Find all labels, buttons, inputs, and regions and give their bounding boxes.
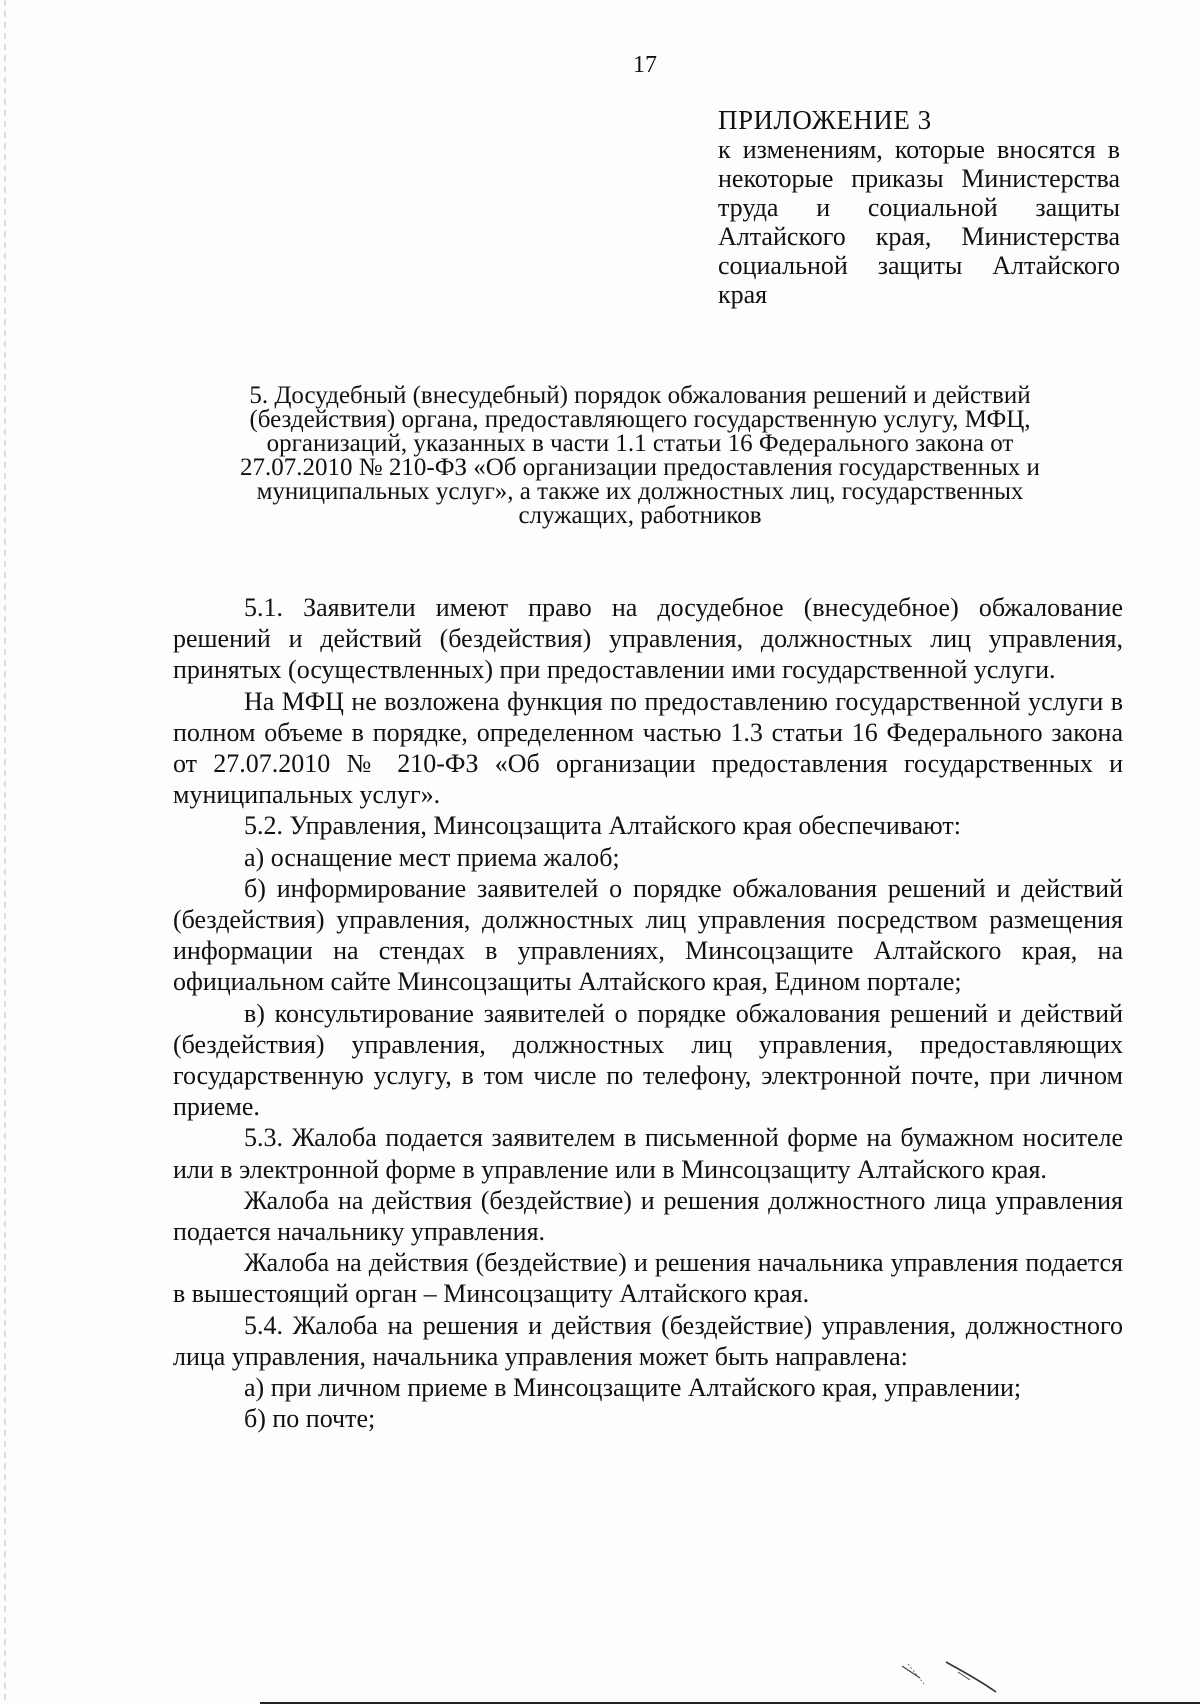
paragraph: 5.3. Жалоба подается заявителем в письменной форме на бумажном носителе или в электронной форме в управление или в Минсоцзащиту Алтайского края. <box>173 1123 1123 1184</box>
paragraph: Жалоба на действия (бездействие) и решения начальника управления подается в вышестоящий орган – Минсоцзащиту Алтайского края. <box>173 1248 1123 1309</box>
scan-edge-marks <box>4 0 6 1704</box>
paragraph: а) при личном приеме в Минсоцзащите Алтайского края, управлении; <box>244 1373 1022 1403</box>
paragraph: 5.2. Управления, Минсоцзащита Алтайского края обеспечивают: <box>244 811 961 841</box>
appendix-header <box>718 106 1120 309</box>
appendix-title: ПРИЛОЖЕНИЕ 3 <box>718 105 932 135</box>
paragraph: б) информирование заявителей о порядке обжалования решений и действий (бездействия) управления, должностных лиц управления посредством размещения информации на стендах в управлениях, Минсоцзащите Алтайского края, на официальном сайте Минсоцзащиты Алтайского края, Едином портале; <box>173 873 1123 997</box>
appendix-text: к изменениям, которые вносятся в некоторые приказы Министерства труда и социальной защиты Алтайского края, Министерства социальной защиты Алтайского края <box>718 135 1120 309</box>
scan-pen-mark <box>898 1660 1008 1700</box>
paragraph: а) оснащение мест приема жалоб; <box>244 842 620 872</box>
document-body <box>173 592 1123 1434</box>
paragraph: На МФЦ не возложена функция по предоставлению государственной услуги в полном объеме в порядке, определенном частью 1.3 статьи 16 Федерального закона от 27.07.2010 № 210-ФЗ «Об организации предоставления государственных и муниципальных услуг». <box>173 686 1123 810</box>
paragraph: б) по почте; <box>244 1404 376 1434</box>
section-heading: 5. Досудебный (внесудебный) порядок обжалования решений и действий (бездействия) органа, предоставляющего государственную услугу, МФЦ, организаций, указанных в части 1.1 статьи 16 Федерального закона от 27.07.2010 № 210-ФЗ «Об организации предоставления государственных и муниципальных услуг», а также их должностных лиц, государственных служащих, работников <box>240 382 1040 529</box>
paragraph: 5.1. Заявители имеют право на досудебное (внесудебное) обжалование решений и действий (бездействия) управления, должностных лиц управления, принятых (осуществленных) при предоставлении ими государственной услуги. <box>173 593 1123 685</box>
paragraph: в) консультирование заявителей о порядке обжалования решений и действий (бездействия) управления, должностных лиц управления, предоставляющих государственную услугу, в том числе по телефону, электронной почте, при личном приеме. <box>173 998 1123 1122</box>
paragraph: 5.4. Жалоба на решения и действия (бездействие) управления, должностного лица управления, начальника управления может быть направлена: <box>173 1310 1123 1371</box>
page-number: 17 <box>633 52 657 78</box>
paragraph: Жалоба на действия (бездействие) и решения должностного лица управления подается начальнику управления. <box>173 1185 1123 1247</box>
